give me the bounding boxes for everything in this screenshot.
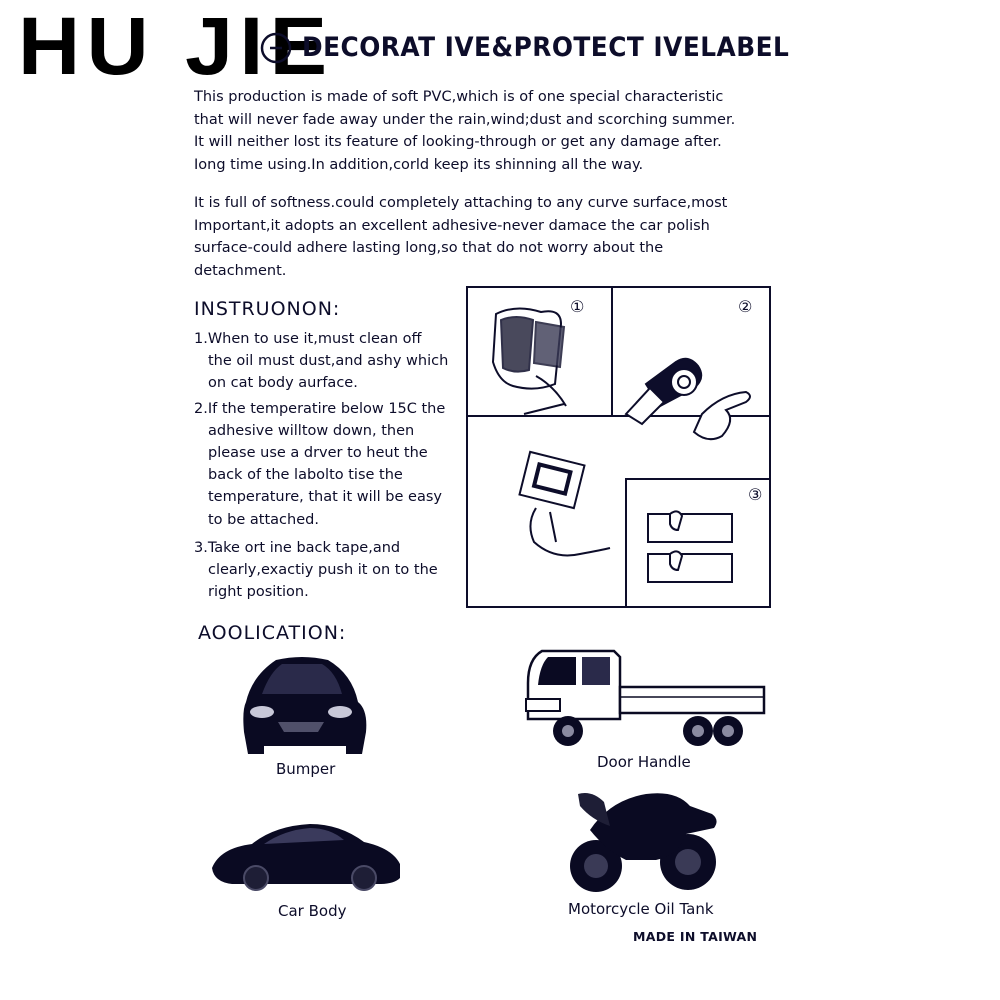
instruction-step-3 (194, 537, 469, 604)
step-line: 3.Take ort ine back tape,and (194, 539, 401, 556)
step-line: 2.If the temperatire below 15C the (194, 400, 446, 417)
text-line: Iong time using.In addition,corld keep its shinning all the way. (194, 156, 644, 173)
cleaning-cloth-icon (493, 308, 566, 414)
step-line: adhesive willtow down, then (208, 422, 415, 439)
text-line: surface-could adhere lasting long,so that do not worry about the (194, 240, 664, 256)
step-marker-3: ③ (748, 485, 763, 504)
text-line: It is full of softness.could completely attaching to any curve surface,most (194, 195, 728, 211)
peeling-tape-icon (520, 452, 610, 556)
step-line: temperature, that it will be easy (208, 489, 442, 506)
step-marker-1: ① (570, 297, 585, 316)
applied-labels-icon (648, 511, 732, 582)
application-heading: AOOLICATION: (198, 622, 347, 644)
page-title: DECORAT IVE&PROTECT IVELABEL (302, 32, 790, 63)
text-line: detachment. (194, 262, 287, 279)
sedan-front-icon (234, 654, 368, 758)
step-line: back of the labolto tise the (208, 467, 403, 484)
step-line: 1.When to use it,must clean off (194, 331, 422, 347)
hair-dryer-icon (626, 359, 750, 439)
step-line: right position. (208, 584, 309, 601)
step-line: the oil must dust,and ashy which (208, 353, 449, 370)
instruction-steps (194, 328, 469, 606)
text-line: that will never fade away under the rain,wind;dust and scorching summer. (194, 111, 736, 128)
step-line: please use a drver to heut the (208, 445, 428, 462)
instructions-heading: INSTRUONON: (194, 298, 341, 320)
text-line: Important,it adopts an excellent adhesive-never damace the car polish (194, 217, 710, 234)
application-label-car-body: Car Body (278, 902, 347, 920)
step-line: clearly,exactiy push it on to the (208, 562, 438, 579)
instruction-diagram (466, 286, 771, 608)
text-line: This production is made of soft PVC,which is of one special characteristic (194, 89, 724, 105)
text-line: It will neither lost its feature of looking-through or get any damage after. (194, 134, 722, 150)
brand-logo: HU JIE (18, 1, 334, 92)
instruction-step-1 (194, 328, 469, 395)
instruction-step-2 (194, 398, 469, 531)
step-line: to be attached. (208, 511, 319, 528)
made-in-label: MADE IN TAIWAN (633, 929, 758, 944)
application-label-motorcycle-oil-tank: Motorcycle Oil Tank (568, 900, 714, 918)
motorcycle-icon (560, 784, 724, 896)
application-label-door-handle: Door Handle (597, 753, 691, 771)
step-line: on cat body aurface. (208, 375, 358, 392)
title-emblem-icon (240, 28, 298, 68)
step-marker-2: ② (738, 297, 753, 316)
intro-paragraph-2 (194, 192, 794, 282)
truck-icon (522, 643, 766, 747)
sports-car-icon (208, 820, 404, 892)
intro-paragraph-1 (194, 86, 794, 176)
application-label-bumper: Bumper (276, 760, 336, 778)
